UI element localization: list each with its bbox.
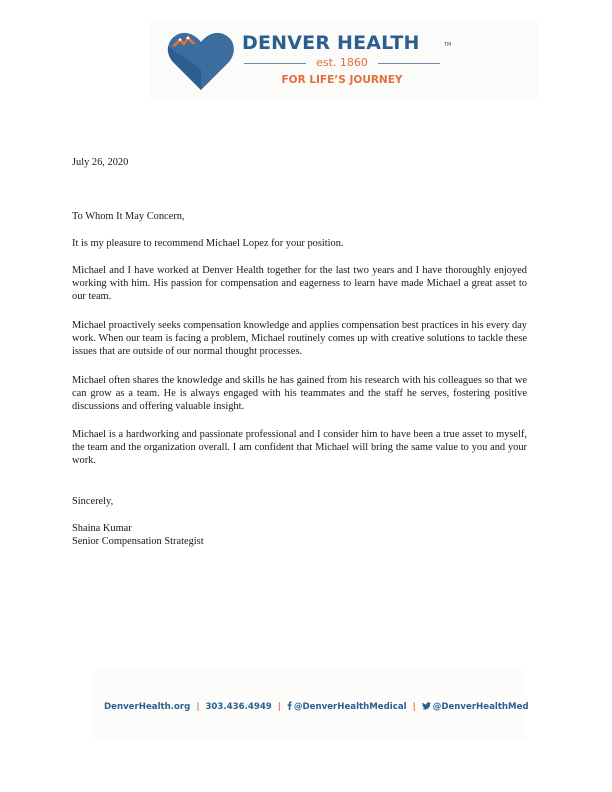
paragraph: Michael often shares the knowledge and skills he has gained from his research with his colleagues so that we can grow as a team. He is always engaged with his teammates and the staff he serves, fostering positive discussions and offering valuable insight.: [72, 375, 527, 412]
salutation: To Whom It May Concern,: [72, 211, 185, 222]
letterhead: [0, 0, 612, 112]
paragraph: Michael and I have worked at Denver Health together for the last two years and I have thoroughly enjoyed working with him. His passion for compensation and eagerness to learn have made Michael a great asset to our team.: [72, 265, 527, 302]
heart-mountain-icon: [166, 30, 236, 92]
established-text: est. 1860: [316, 56, 368, 69]
tagline: FOR LIFE’S JOURNEY: [281, 74, 403, 86]
separator: |: [196, 702, 200, 712]
paragraph: Michael proactively seeks compensation knowledge and applies compensation best practices in his every day work. When our team is facing a problem, Michael routinely comes up with creative solutions to tackle these issues that are outside of our normal thought processes.: [72, 320, 527, 357]
trademark: TM: [444, 42, 452, 48]
separator: |: [412, 702, 416, 712]
established-row: [244, 56, 440, 70]
facebook-icon: [287, 701, 292, 710]
twitter-handle[interactable]: @DenverHealthMed: [432, 702, 529, 712]
phone-number[interactable]: 303.436.4949: [205, 702, 272, 712]
website-link[interactable]: DenverHealth.org: [104, 702, 191, 712]
closing: Sincerely,: [72, 496, 114, 507]
facebook-handle[interactable]: @DenverHealthMedical: [293, 702, 407, 712]
divider-line: [378, 63, 440, 64]
paragraph: Michael is a hardworking and passionate professional and I consider him to have been a true asset to myself, the team and the organization overall. I am confident that Michael will bring the same value to you and your work.: [72, 429, 527, 466]
letterhead-footer: [104, 701, 529, 712]
paragraph: It is my pleasure to recommend Michael Lopez for your position.: [72, 238, 344, 249]
divider-line: [244, 63, 306, 64]
signer-name: Shaina Kumar: [72, 523, 132, 534]
org-name: DENVER HEALTH: [242, 32, 420, 54]
separator: |: [277, 702, 281, 712]
letter-date: July 26, 2020: [72, 157, 129, 168]
signer-title: Senior Compensation Strategist: [72, 536, 204, 547]
twitter-icon: [422, 702, 431, 710]
